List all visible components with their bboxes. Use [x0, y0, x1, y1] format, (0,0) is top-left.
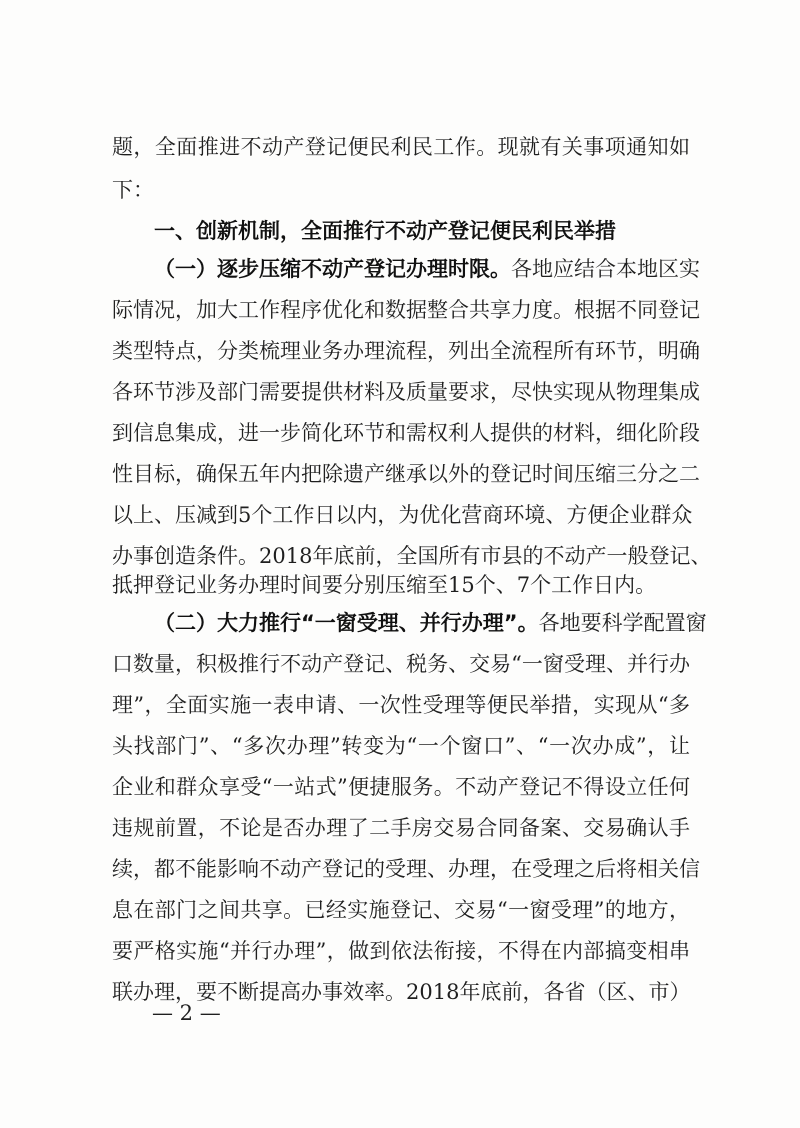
- text-line: 续，都不能影响不动产登记的受理、办理，在受理之后将相关信: [112, 857, 700, 881]
- text-line: 企业和群众享受“一站式”便捷服务。不动产登记不得设立任何: [112, 775, 690, 799]
- text-line: 头找部门”、“多次办理”转变为“一个窗口”、“一次办成”，让: [112, 734, 690, 758]
- text-line: 息在部门之间共享。已经实施登记、交易“一窗受理”的地方，: [112, 898, 690, 922]
- text-line: 联办理，要不断提高办事效率。2018年底前，各省（区、市）: [112, 980, 691, 1004]
- text-line: 到信息集成，进一步简化环节和需权利人提供的材料，细化阶段: [112, 421, 700, 445]
- text-line: 口数量，积极推行不动产登记、税务、交易“一窗受理、并行办: [112, 652, 690, 676]
- text-line: 各环节涉及部门需要提供材料及质量要求，尽快实现从物理集成: [112, 380, 700, 404]
- text-line: 要严格实施“并行办理”，做到依法衔接，不得在内部搞变相串: [112, 939, 690, 963]
- text-line: 类型特点，分类梳理业务办理流程，列出全流程所有环节，明确: [112, 339, 700, 363]
- text-line: 际情况，加大工作程序优化和数据整合共享力度。根据不同登记: [112, 298, 700, 322]
- section-heading: 一、创新机制，全面推行不动产登记便民利民举措: [154, 219, 616, 243]
- paragraph-text: 各地要科学配置窗: [538, 611, 707, 635]
- text-line: 性目标，确保五年内把除遗产继承以外的登记时间压缩三分之二: [112, 462, 700, 486]
- paragraph-first-line: [154, 610, 707, 636]
- paragraph-title: （一）逐步压缩不动产登记办理时限。: [154, 257, 511, 281]
- text-line: 抵押登记业务办理时间要分别压缩至15个、7个工作日内。: [112, 573, 657, 597]
- text-line: 题，全面推进不动产登记便民利民工作。现就有关事项通知如: [112, 135, 690, 159]
- text-line: 理”，全面实施一表申请、一次性受理等便民举措，实现从“多: [112, 693, 690, 717]
- text-line: 违规前置，不论是否办理了二手房交易合同备案、交易确认手: [112, 816, 690, 840]
- page-number: — 2 —: [152, 1001, 221, 1025]
- paragraph-first-line: [154, 256, 700, 282]
- text-line: 办事创造条件。2018年底前，全国所有市县的不动产一般登记、: [112, 544, 712, 568]
- paragraph-title: （二）大力推行“一窗受理、并行办理”。: [154, 611, 539, 635]
- text-line: 以上、压减到5个工作日以内，为优化营商环境、方便企业群众: [112, 503, 693, 527]
- text-line: 下：: [112, 178, 154, 202]
- paragraph-text: 各地应结合本地区实: [511, 257, 700, 281]
